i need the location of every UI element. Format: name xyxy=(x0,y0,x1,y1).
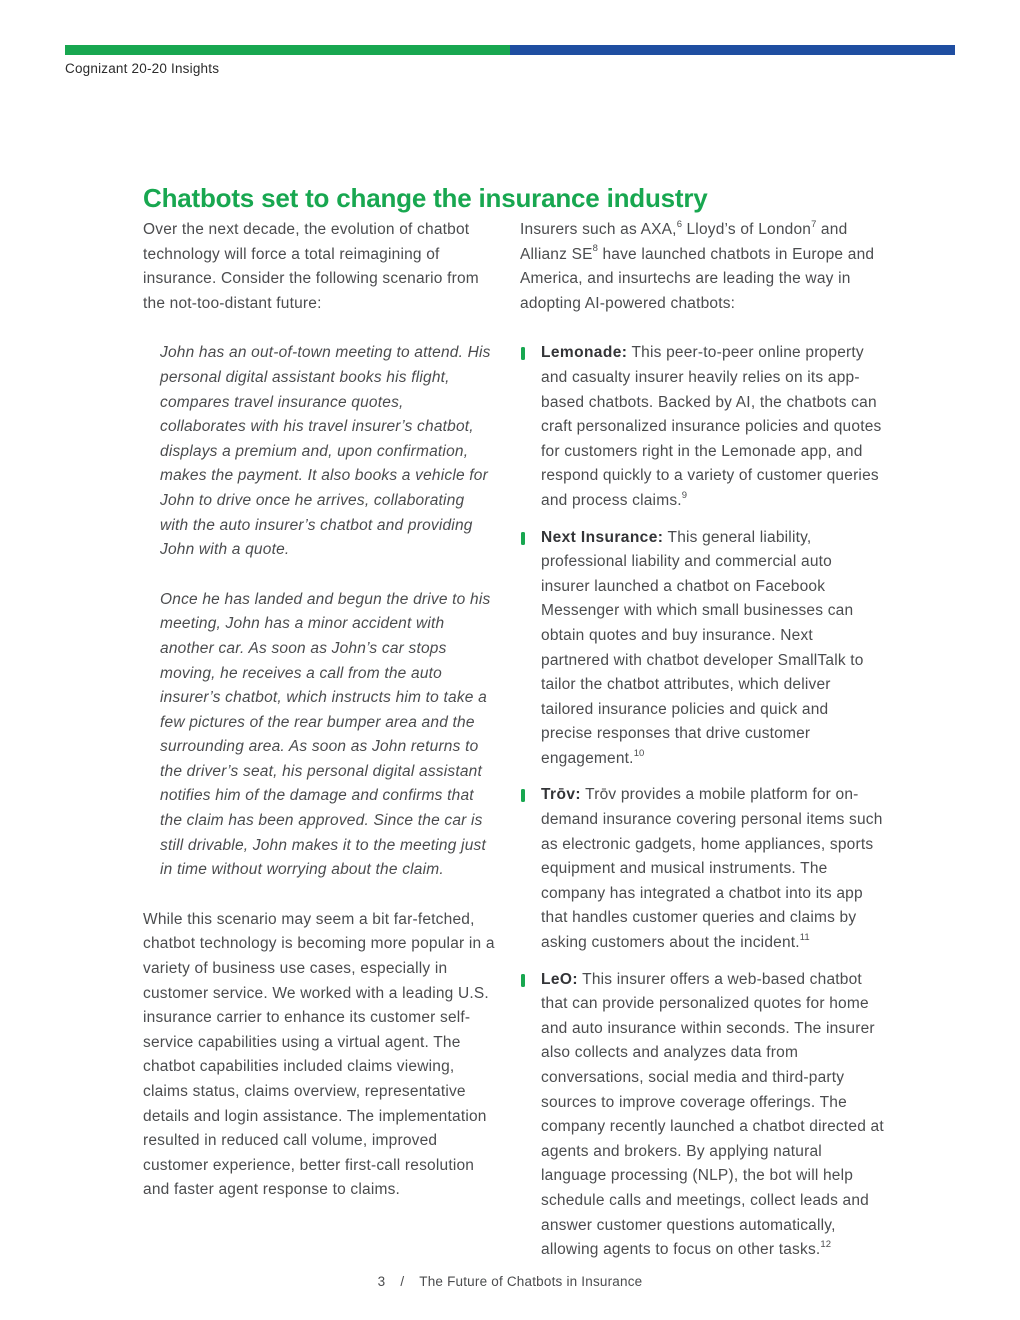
accent-bar-blue-segment xyxy=(510,45,955,55)
closing-paragraph: While this scenario may seem a bit far-fetched, chatbot technology is becoming more popular in a variety of business use cases, especially in customer service. We worked with a leading U.S. insurance carrier to enhance its customer self-service capabilities using a virtual agent. The chatbot capabilities included claims viewing, claims status, claims overview, representative details and login assistance. The implementation resulted in reduced call volume, improved customer experience, better first-call resolution and faster agent response to claims. xyxy=(143,910,495,1199)
page-footer xyxy=(0,1274,1020,1289)
page-number: 3 xyxy=(377,1274,386,1289)
right-column xyxy=(520,218,884,1275)
footnote-ref: 10 xyxy=(633,747,645,759)
bullet-body: Trōv provides a mobile platform for on-demand insurance covering personal items such as electronic gadgets, home appliances, sports equipment and musical instruments. The company has integrated a chatbot into its app that handles customer queries and claims by asking customers about the incident. xyxy=(541,786,883,952)
bullet-marker-icon xyxy=(521,532,525,545)
bullet-label: Lemonade: xyxy=(541,344,628,362)
footnote-ref: 11 xyxy=(799,931,810,943)
bullet-body: This general liability, professional liability and commercial auto insurer launched a chatbot on Facebook Messenger with which small businesses can obtain quotes and buy insurance. Next partnered with chatbot developer SmallTalk to tailor the chatbot attributes, which deliver tailored insurance policies and quick and precise responses that drive customer engagement. xyxy=(541,528,864,767)
insurer-bullet-item xyxy=(520,968,884,1263)
insurers-intro-paragraph: Insurers such as AXA,$^6$ Lloyd’s of London$^7$ and Allianz $SE^8$ have launched chatbots in Europe and America, and insurtechs are leading the way in adopting AI-powered chatbots: xyxy=(520,218,875,312)
footer-doc-title: The Future of Chatbots in Insurance xyxy=(419,1274,643,1289)
header-accent-bar xyxy=(65,45,955,55)
page-title: Chatbots set to change the insurance industry xyxy=(143,183,708,214)
brand-text: Cognizant 20-20 Insights xyxy=(65,61,220,76)
scenario-quote-1: John has an out-of-town meeting to attend. His personal digital assistant books his flight, compares travel insurance quotes, collaborates with his travel insurer’s chatbot, displays a premium and, upon confirmation, makes the payment. It also books a vehicle for John to drive once he arrives, collaborating with the auto insurer’s chatbot and providing John with a quote. xyxy=(160,344,491,559)
footer-separator: / xyxy=(400,1274,405,1289)
accent-bar-green-segment xyxy=(65,45,510,55)
bullet-marker-icon xyxy=(521,789,525,802)
bullet-label: Trōv: xyxy=(541,786,581,804)
bullet-marker-icon xyxy=(521,974,525,987)
left-column xyxy=(143,218,501,1228)
insurer-bullet-item xyxy=(520,783,884,955)
scenario-quote-block xyxy=(160,341,493,882)
bullet-body: This peer-to-peer online property and casualty insurer heavily relies on its app-based chatbots. Backed by AI, the chatbots can craft personalized insurance policies and quotes for customers right in the Lemonade app, and respond quickly to a variety of customer queries and process claims. xyxy=(541,344,882,509)
bullet-label: Next Insurance: xyxy=(541,528,664,546)
footnote-ref: 12 xyxy=(820,1239,831,1250)
scenario-quote-2: Once he has landed and begun the drive to his meeting, John has a minor accident with another car. As soon as John’s car stops moving, he receives a call from the auto insurer’s chatbot, which instructs him to take a few pictures of the rear bumper area and the surrounding area. As soon as John returns to the driver’s seat, his personal digital assistant notifies him of the damage and confirms that the claim has been approved. Since the car is still drivable, John makes it to the meeting just in time without worrying about the claim. xyxy=(160,590,491,879)
footnote-ref: 9 xyxy=(681,489,688,501)
insurer-bullet-item xyxy=(520,526,884,772)
insurer-bullet-item xyxy=(520,341,884,513)
insurer-bullet-list xyxy=(520,341,884,1262)
intro-paragraph: Over the next decade, the evolution of chatbot technology will force a total reimagining of insurance. Consider the following scenario from the not-too-distant future: xyxy=(143,221,479,312)
bullet-marker-icon xyxy=(521,347,525,360)
bullet-label: LeO: xyxy=(541,970,578,988)
bullet-body: This insurer offers a web-based chatbot that can provide personalized quotes for home and auto insurance within seconds. The insurer also collects and analyzes data from conversations, social media and third-party sources to improve coverage offerings. The company recently launched a chatbot directed at agents and brokers. By applying natural language processing (NLP), the bot will help schedule calls and meetings, collect leads and answer customer questions automatically, allowing agents to focus on other tasks. xyxy=(541,970,884,1259)
